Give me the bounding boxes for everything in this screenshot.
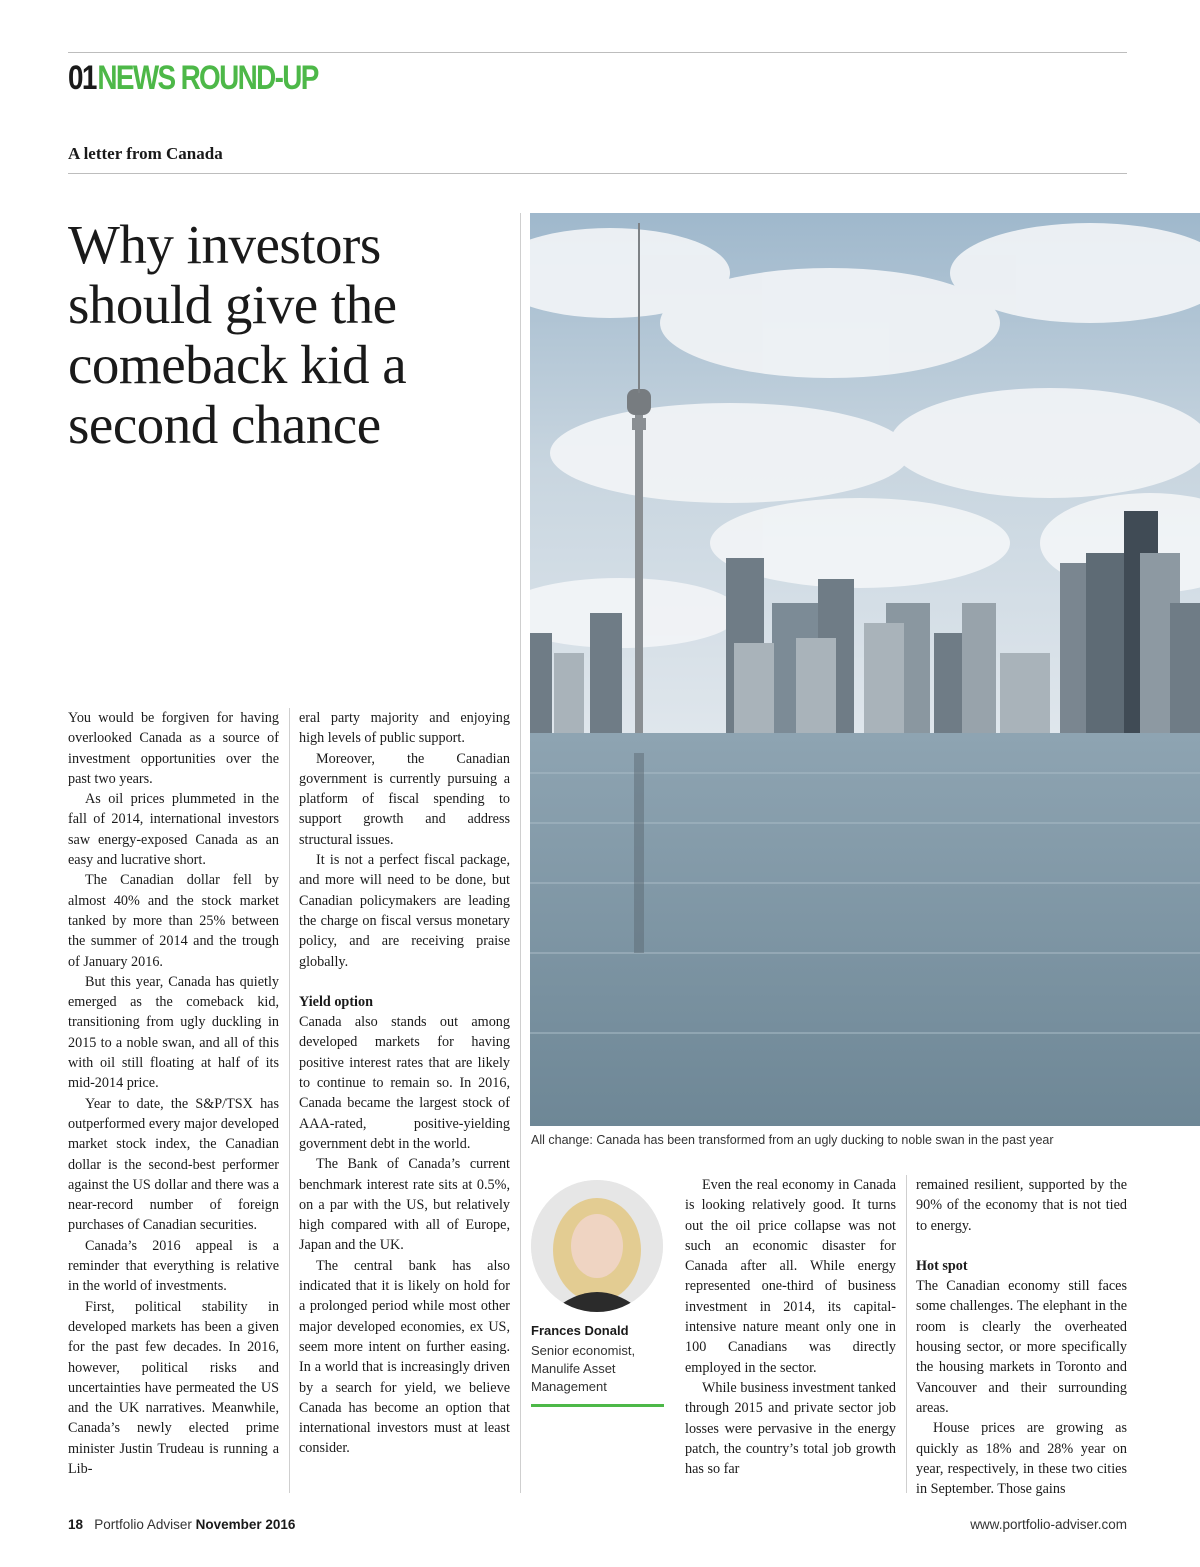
paragraph: But this year, Canada has quietly emerged as the comeback kid, transitioning from ugly duckling in 2015 to a noble swan, and all of this with oil still floating at half of its mid-2014 price. <box>68 973 279 1092</box>
paragraph: Canada also stands out among developed markets for having positive interest rates that are likely to continue to remain so. In 2016, Canada became the largest stock of AAA-rated, positive-yielding government debt in the world. <box>299 1014 510 1152</box>
kicker-rule <box>68 173 1127 174</box>
author-photo <box>531 1180 663 1312</box>
paragraph: Year to date, the S&P/TSX has outperformed every major developed market stock index, the Canadian dollar is the second-best performer against the US dollar and there was a near-record number of foreign purchases of Canadian securities. <box>68 1095 279 1234</box>
article-column-1 <box>68 708 279 1479</box>
subheading-yield-option: Yield option <box>299 993 373 1010</box>
paragraph: It is not a perfect fiscal package, and more will need to be done, but Canadian policymakers are leading the charge on fiscal versus monetary policy, and are receiving praise globally. <box>299 852 510 970</box>
paragraph: You would be forgiven for having overlooked Canada as a source of investment opportunities over the past two years. <box>68 710 279 787</box>
author-name: Frances Donald <box>531 1323 629 1338</box>
footer-url: www.portfolio-adviser.com <box>970 1517 1127 1532</box>
page-number: 18 <box>68 1517 84 1532</box>
column-divider <box>906 1175 907 1493</box>
top-rule <box>68 52 1127 53</box>
paragraph: Canada’s 2016 appeal is a reminder that everything is relative in the world of investments. <box>68 1237 279 1295</box>
paragraph: First, political stability in developed markets has been a given for the past few decades. In 2016, however, political risks and uncertainties have permeated the US and the UK narratives. Meanwhile, Canada’s newly elected prime minister Justin Trudeau is running a Lib- <box>68 1298 279 1477</box>
paragraph: The Canadian economy still faces some challenges. The elephant in the room is clearly the overheated housing sector, or more specifically the housing markets in Toronto and Vancouver and their surrounding areas. <box>916 1278 1127 1416</box>
paragraph: The central bank has also indicated that it is likely on hold for a prolonged period while most other major developed economies, ex US, seem more intent on further easing. In a world that is increasingly driven by a search for yield, we believe Canada has become an option that international investors must at least consider. <box>299 1257 510 1457</box>
toronto-skyline-photo <box>530 213 1200 1126</box>
paragraph: The Bank of Canada’s current benchmark interest rate sits at 0.5%, on a par with the US, but relatively high compared with all of Europe, Japan and the UK. <box>299 1156 510 1254</box>
article-column-3 <box>685 1175 896 1479</box>
byline-accent-bar <box>531 1404 664 1407</box>
paragraph: The Canadian dollar fell by almost 40% and the stock market tanked by more than 25% between the summer of 2014 and the trough of January 2016. <box>68 872 279 970</box>
section-number: 01 <box>68 59 96 97</box>
column-divider-main <box>520 213 521 1493</box>
issue-date: November 2016 <box>195 1517 296 1532</box>
photo-caption: All change: Canada has been transformed from an ugly ducking to noble swan in the past year <box>531 1133 1054 1147</box>
author-role: Senior economist, Manulife Asset Management <box>531 1343 636 1394</box>
publication-name: Portfolio Adviser <box>94 1517 192 1532</box>
section-header <box>68 58 318 98</box>
paragraph: As oil prices plummeted in the fall of 2014, international investors saw energy-exposed Canada as an easy and lucrative short. <box>68 791 279 869</box>
subheading-hot-spot: Hot spot <box>916 1257 968 1274</box>
paragraph: remained resilient, supported by the 90% of the economy that is not tied to energy. <box>916 1177 1127 1234</box>
footer-left <box>68 1517 295 1532</box>
headline: Why investors should give the comeback kid a second chance <box>68 214 407 455</box>
paragraph: House prices are growing as quickly as 18% and 28% year on year, respectively, in these two cities in September. Those gains <box>916 1420 1127 1498</box>
kicker: A letter from Canada <box>68 144 223 163</box>
article-column-4 <box>916 1175 1127 1499</box>
column-divider <box>289 708 290 1493</box>
paragraph: eral party majority and enjoying high levels of public support. <box>299 710 510 747</box>
paragraph: While business investment tanked through 2015 and private sector job losses were pervasive in the energy patch, the country’s total job growth has so far <box>685 1379 896 1478</box>
paragraph: Moreover, the Canadian government is currently pursuing a platform of fiscal spending to support growth and address structural issues. <box>299 750 510 848</box>
section-name: NEWS ROUND-UP <box>97 59 318 97</box>
article-column-2 <box>299 708 510 1459</box>
paragraph: Even the real economy in Canada is looking relatively good. It turns out the oil price collapse was not such an economic disaster for Canada after all. While energy represented one-third of business investment in 2014, its capital-intensive nature meant only one in 100 Canadians was directly employed in the sector. <box>685 1177 896 1376</box>
